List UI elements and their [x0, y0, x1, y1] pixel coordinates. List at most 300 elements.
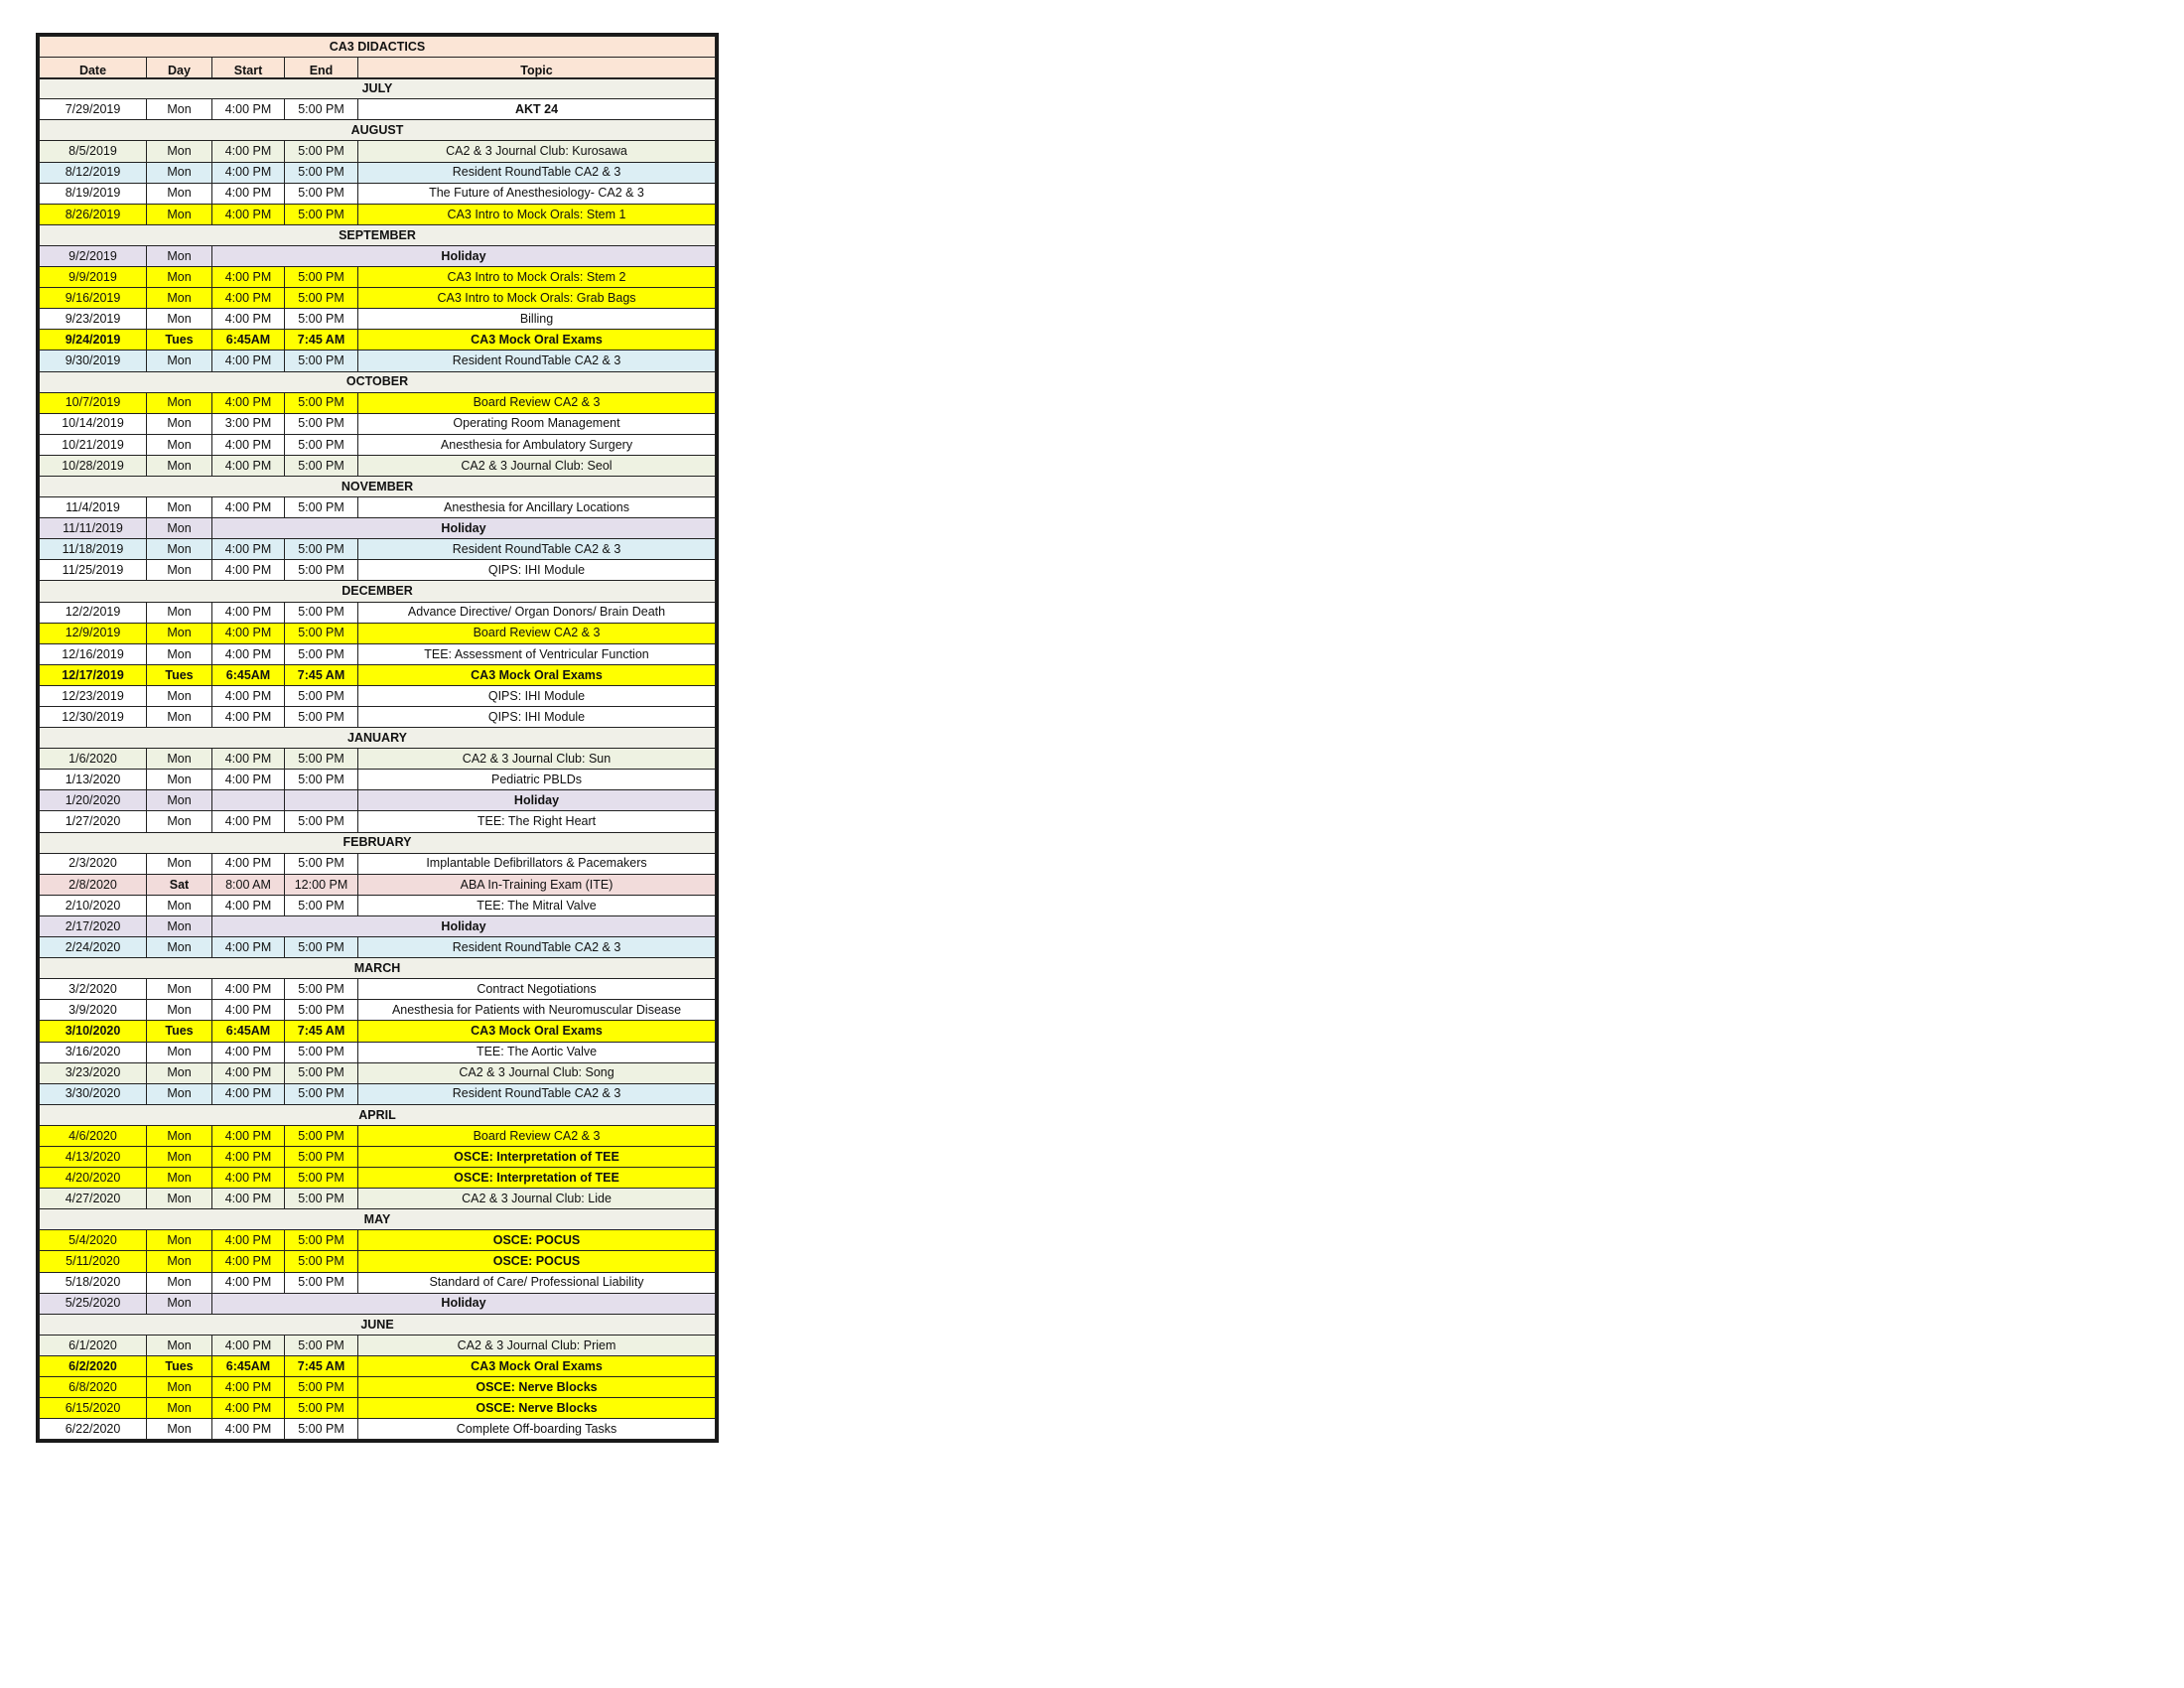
- title-row: [40, 37, 716, 58]
- month-header-row: [40, 1314, 716, 1335]
- day-cell: Mon: [147, 685, 212, 706]
- day-cell: Mon: [147, 1168, 212, 1189]
- schedule-row: [40, 1230, 716, 1251]
- day-cell: Mon: [147, 1146, 212, 1167]
- day-cell: Mon: [147, 602, 212, 623]
- topic-cell: CA2 & 3 Journal Club: Sun: [358, 749, 716, 770]
- topic-cell: TEE: The Mitral Valve: [358, 895, 716, 915]
- end-cell: 5:00 PM: [285, 643, 358, 664]
- end-cell: 5:00 PM: [285, 288, 358, 309]
- date-cell: 10/7/2019: [40, 392, 147, 413]
- date-cell: 10/14/2019: [40, 413, 147, 434]
- schedule-row: [40, 1355, 716, 1376]
- start-cell: 4:00 PM: [212, 1125, 285, 1146]
- month-label: JULY: [40, 78, 716, 99]
- day-cell: Mon: [147, 1125, 212, 1146]
- day-cell: Mon: [147, 853, 212, 874]
- topic-cell: Standard of Care/ Professional Liability: [358, 1272, 716, 1293]
- end-cell: 5:00 PM: [285, 309, 358, 330]
- day-cell: Mon: [147, 455, 212, 476]
- date-cell: 8/26/2019: [40, 204, 147, 224]
- end-cell: 5:00 PM: [285, 895, 358, 915]
- topic-cell: QIPS: IHI Module: [358, 560, 716, 581]
- start-cell: 6:45AM: [212, 330, 285, 351]
- date-cell: 4/13/2020: [40, 1146, 147, 1167]
- sheet-title: CA3 DIDACTICS: [40, 37, 716, 58]
- day-cell: Mon: [147, 351, 212, 371]
- schedule-row: [40, 664, 716, 685]
- column-header-start: Start: [212, 58, 285, 78]
- end-cell: 5:00 PM: [285, 1000, 358, 1021]
- day-cell: Mon: [147, 707, 212, 728]
- start-cell: 4:00 PM: [212, 560, 285, 581]
- end-cell: 5:00 PM: [285, 141, 358, 162]
- date-cell: 4/20/2020: [40, 1168, 147, 1189]
- date-cell: 5/4/2020: [40, 1230, 147, 1251]
- schedule-row: [40, 351, 716, 371]
- day-cell: Tues: [147, 1355, 212, 1376]
- date-cell: 8/19/2019: [40, 183, 147, 204]
- start-cell: 4:00 PM: [212, 1146, 285, 1167]
- day-cell: Mon: [147, 413, 212, 434]
- end-cell: 5:00 PM: [285, 937, 358, 958]
- end-cell: 5:00 PM: [285, 1230, 358, 1251]
- day-cell: Mon: [147, 790, 212, 811]
- topic-cell: Advance Directive/ Organ Donors/ Brain Death: [358, 602, 716, 623]
- month-label: DECEMBER: [40, 581, 716, 602]
- topic-cell: Complete Off-boarding Tasks: [358, 1419, 716, 1440]
- month-label: APRIL: [40, 1104, 716, 1125]
- end-cell: 5:00 PM: [285, 1146, 358, 1167]
- schedule-row: [40, 1251, 716, 1272]
- start-cell: 6:45AM: [212, 1021, 285, 1042]
- holiday-cell: Holiday: [212, 245, 716, 266]
- end-cell: 5:00 PM: [285, 267, 358, 288]
- end-cell: 5:00 PM: [285, 1062, 358, 1083]
- schedule-row: [40, 392, 716, 413]
- end-cell: 5:00 PM: [285, 99, 358, 120]
- schedule-row: [40, 1062, 716, 1083]
- date-cell: 2/3/2020: [40, 853, 147, 874]
- topic-cell: Pediatric PBLDs: [358, 770, 716, 790]
- end-cell: 5:00 PM: [285, 853, 358, 874]
- schedule-row: [40, 1189, 716, 1209]
- start-cell: 4:00 PM: [212, 685, 285, 706]
- start-cell: 6:45AM: [212, 664, 285, 685]
- month-header-row: [40, 1209, 716, 1230]
- date-cell: 5/18/2020: [40, 1272, 147, 1293]
- topic-cell: CA2 & 3 Journal Club: Kurosawa: [358, 141, 716, 162]
- start-cell: 4:00 PM: [212, 162, 285, 183]
- schedule-row: [40, 330, 716, 351]
- start-cell: 4:00 PM: [212, 1251, 285, 1272]
- end-cell: 5:00 PM: [285, 162, 358, 183]
- date-cell: 2/10/2020: [40, 895, 147, 915]
- start-cell: 4:00 PM: [212, 99, 285, 120]
- topic-cell: Resident RoundTable CA2 & 3: [358, 937, 716, 958]
- date-cell: 10/21/2019: [40, 434, 147, 455]
- schedule-row: [40, 141, 716, 162]
- start-cell: 4:00 PM: [212, 770, 285, 790]
- start-cell: 4:00 PM: [212, 623, 285, 643]
- day-cell: Mon: [147, 1251, 212, 1272]
- schedule-row: [40, 1168, 716, 1189]
- start-cell: 4:00 PM: [212, 1062, 285, 1083]
- schedule-row: [40, 853, 716, 874]
- topic-cell: Implantable Defibrillators & Pacemakers: [358, 853, 716, 874]
- start-cell: 4:00 PM: [212, 267, 285, 288]
- end-cell: 5:00 PM: [285, 351, 358, 371]
- month-header-row: [40, 581, 716, 602]
- day-cell: Mon: [147, 539, 212, 560]
- date-cell: 11/18/2019: [40, 539, 147, 560]
- start-cell: 4:00 PM: [212, 895, 285, 915]
- start-cell: 4:00 PM: [212, 309, 285, 330]
- topic-cell: CA3 Mock Oral Exams: [358, 664, 716, 685]
- topic-cell: CA3 Intro to Mock Orals: Stem 2: [358, 267, 716, 288]
- start-cell: 4:00 PM: [212, 937, 285, 958]
- date-cell: 12/9/2019: [40, 623, 147, 643]
- date-cell: 8/12/2019: [40, 162, 147, 183]
- date-cell: 9/16/2019: [40, 288, 147, 309]
- schedule-row: [40, 707, 716, 728]
- start-cell: 4:00 PM: [212, 1419, 285, 1440]
- topic-cell: Resident RoundTable CA2 & 3: [358, 1083, 716, 1104]
- end-cell: 5:00 PM: [285, 979, 358, 1000]
- topic-cell: QIPS: IHI Module: [358, 707, 716, 728]
- topic-cell: Anesthesia for Patients with Neuromuscular Disease: [358, 1000, 716, 1021]
- end-cell: [285, 790, 358, 811]
- schedule-row: [40, 811, 716, 832]
- start-cell: 4:00 PM: [212, 643, 285, 664]
- topic-cell: TEE: The Right Heart: [358, 811, 716, 832]
- month-label: SEPTEMBER: [40, 224, 716, 245]
- start-cell: 4:00 PM: [212, 1398, 285, 1419]
- day-cell: Mon: [147, 183, 212, 204]
- topic-cell: CA2 & 3 Journal Club: Priem: [358, 1335, 716, 1355]
- end-cell: 5:00 PM: [285, 623, 358, 643]
- day-cell: Mon: [147, 1062, 212, 1083]
- schedule-row: [40, 1293, 716, 1314]
- day-cell: Mon: [147, 623, 212, 643]
- schedule-table: [39, 36, 716, 1440]
- start-cell: 4:00 PM: [212, 141, 285, 162]
- end-cell: 7:45 AM: [285, 664, 358, 685]
- schedule-row: [40, 245, 716, 266]
- end-cell: 5:00 PM: [285, 455, 358, 476]
- date-cell: 3/9/2020: [40, 1000, 147, 1021]
- date-cell: 12/30/2019: [40, 707, 147, 728]
- start-cell: 4:00 PM: [212, 351, 285, 371]
- start-cell: 3:00 PM: [212, 413, 285, 434]
- end-cell: 5:00 PM: [285, 204, 358, 224]
- month-label: AUGUST: [40, 120, 716, 141]
- schedule-row: [40, 685, 716, 706]
- day-cell: Mon: [147, 267, 212, 288]
- schedule-row: [40, 1000, 716, 1021]
- day-cell: Mon: [147, 1042, 212, 1062]
- day-cell: Mon: [147, 204, 212, 224]
- date-cell: 4/6/2020: [40, 1125, 147, 1146]
- day-cell: Mon: [147, 162, 212, 183]
- day-cell: Mon: [147, 1335, 212, 1355]
- end-cell: 7:45 AM: [285, 1021, 358, 1042]
- end-cell: 5:00 PM: [285, 602, 358, 623]
- schedule-row: [40, 1335, 716, 1355]
- month-header-row: [40, 832, 716, 853]
- schedule-row: [40, 1042, 716, 1062]
- end-cell: 5:00 PM: [285, 1251, 358, 1272]
- end-cell: 5:00 PM: [285, 1377, 358, 1398]
- end-cell: 5:00 PM: [285, 1125, 358, 1146]
- day-cell: Mon: [147, 1083, 212, 1104]
- schedule-row: [40, 1125, 716, 1146]
- end-cell: 5:00 PM: [285, 392, 358, 413]
- start-cell: 4:00 PM: [212, 539, 285, 560]
- start-cell: 4:00 PM: [212, 811, 285, 832]
- day-cell: Mon: [147, 979, 212, 1000]
- day-cell: Mon: [147, 937, 212, 958]
- end-cell: 5:00 PM: [285, 1398, 358, 1419]
- start-cell: 8:00 AM: [212, 874, 285, 895]
- start-cell: 4:00 PM: [212, 1042, 285, 1062]
- date-cell: 1/13/2020: [40, 770, 147, 790]
- end-cell: 5:00 PM: [285, 1335, 358, 1355]
- start-cell: 4:00 PM: [212, 1230, 285, 1251]
- month-label: FEBRUARY: [40, 832, 716, 853]
- schedule-row: [40, 434, 716, 455]
- date-cell: 11/4/2019: [40, 497, 147, 518]
- date-cell: 10/28/2019: [40, 455, 147, 476]
- month-label: JUNE: [40, 1314, 716, 1335]
- end-cell: 5:00 PM: [285, 770, 358, 790]
- day-cell: Tues: [147, 1021, 212, 1042]
- schedule-row: [40, 560, 716, 581]
- topic-cell: Resident RoundTable CA2 & 3: [358, 539, 716, 560]
- topic-cell: Board Review CA2 & 3: [358, 1125, 716, 1146]
- day-cell: Mon: [147, 643, 212, 664]
- date-cell: 1/27/2020: [40, 811, 147, 832]
- day-cell: Mon: [147, 245, 212, 266]
- date-cell: 9/23/2019: [40, 309, 147, 330]
- day-cell: Mon: [147, 309, 212, 330]
- month-label: MARCH: [40, 958, 716, 979]
- day-cell: Mon: [147, 1189, 212, 1209]
- start-cell: 4:00 PM: [212, 1189, 285, 1209]
- date-cell: 1/20/2020: [40, 790, 147, 811]
- end-cell: 5:00 PM: [285, 413, 358, 434]
- date-cell: 3/2/2020: [40, 979, 147, 1000]
- schedule-row: [40, 309, 716, 330]
- end-cell: 5:00 PM: [285, 497, 358, 518]
- column-header-day: Day: [147, 58, 212, 78]
- topic-cell: The Future of Anesthesiology- CA2 & 3: [358, 183, 716, 204]
- date-cell: 3/10/2020: [40, 1021, 147, 1042]
- schedule-row: [40, 623, 716, 643]
- holiday-cell: Holiday: [212, 915, 716, 936]
- schedule-row: [40, 183, 716, 204]
- date-cell: 9/2/2019: [40, 245, 147, 266]
- column-header-date: Date: [40, 58, 147, 78]
- end-cell: 5:00 PM: [285, 707, 358, 728]
- schedule-row: [40, 518, 716, 539]
- start-cell: 4:00 PM: [212, 1083, 285, 1104]
- didactics-schedule: [36, 33, 719, 1443]
- column-header-topic: Topic: [358, 58, 716, 78]
- end-cell: 5:00 PM: [285, 183, 358, 204]
- day-cell: Mon: [147, 749, 212, 770]
- end-cell: 5:00 PM: [285, 560, 358, 581]
- start-cell: 4:00 PM: [212, 853, 285, 874]
- day-cell: Mon: [147, 1377, 212, 1398]
- month-header-row: [40, 728, 716, 749]
- start-cell: 4:00 PM: [212, 749, 285, 770]
- topic-cell: TEE: Assessment of Ventricular Function: [358, 643, 716, 664]
- topic-cell: CA3 Intro to Mock Orals: Grab Bags: [358, 288, 716, 309]
- schedule-row: [40, 1419, 716, 1440]
- month-label: MAY: [40, 1209, 716, 1230]
- start-cell: 4:00 PM: [212, 979, 285, 1000]
- start-cell: 4:00 PM: [212, 707, 285, 728]
- schedule-row: [40, 267, 716, 288]
- topic-cell: OSCE: POCUS: [358, 1230, 716, 1251]
- day-cell: Mon: [147, 1419, 212, 1440]
- end-cell: 5:00 PM: [285, 749, 358, 770]
- date-cell: 2/24/2020: [40, 937, 147, 958]
- month-label: NOVEMBER: [40, 476, 716, 496]
- topic-cell: CA3 Mock Oral Exams: [358, 1355, 716, 1376]
- topic-cell: Holiday: [358, 790, 716, 811]
- day-cell: Mon: [147, 1000, 212, 1021]
- end-cell: 5:00 PM: [285, 1168, 358, 1189]
- schedule-row: [40, 790, 716, 811]
- end-cell: 7:45 AM: [285, 1355, 358, 1376]
- date-cell: 11/25/2019: [40, 560, 147, 581]
- date-cell: 12/16/2019: [40, 643, 147, 664]
- day-cell: Mon: [147, 811, 212, 832]
- date-cell: 2/17/2020: [40, 915, 147, 936]
- topic-cell: OSCE: Interpretation of TEE: [358, 1146, 716, 1167]
- column-header-end: End: [285, 58, 358, 78]
- month-label: OCTOBER: [40, 371, 716, 392]
- date-cell: 6/8/2020: [40, 1377, 147, 1398]
- end-cell: 12:00 PM: [285, 874, 358, 895]
- end-cell: 5:00 PM: [285, 1042, 358, 1062]
- schedule-row: [40, 1272, 716, 1293]
- day-cell: Mon: [147, 1272, 212, 1293]
- start-cell: [212, 790, 285, 811]
- schedule-row: [40, 539, 716, 560]
- end-cell: 5:00 PM: [285, 1419, 358, 1440]
- header-row: [40, 58, 716, 78]
- date-cell: 12/23/2019: [40, 685, 147, 706]
- start-cell: 4:00 PM: [212, 1377, 285, 1398]
- schedule-row: [40, 937, 716, 958]
- start-cell: 4:00 PM: [212, 1168, 285, 1189]
- schedule-row: [40, 915, 716, 936]
- day-cell: Mon: [147, 99, 212, 120]
- day-cell: Mon: [147, 1398, 212, 1419]
- end-cell: 5:00 PM: [285, 811, 358, 832]
- schedule-row: [40, 1083, 716, 1104]
- schedule-row: [40, 288, 716, 309]
- schedule-row: [40, 895, 716, 915]
- date-cell: 6/22/2020: [40, 1419, 147, 1440]
- start-cell: 4:00 PM: [212, 434, 285, 455]
- topic-cell: OSCE: Interpretation of TEE: [358, 1168, 716, 1189]
- topic-cell: Resident RoundTable CA2 & 3: [358, 162, 716, 183]
- schedule-row: [40, 602, 716, 623]
- topic-cell: AKT 24: [358, 99, 716, 120]
- schedule-row: [40, 874, 716, 895]
- day-cell: Mon: [147, 1230, 212, 1251]
- month-header-row: [40, 371, 716, 392]
- day-cell: Mon: [147, 392, 212, 413]
- schedule-row: [40, 643, 716, 664]
- start-cell: 4:00 PM: [212, 1335, 285, 1355]
- day-cell: Tues: [147, 330, 212, 351]
- month-header-row: [40, 78, 716, 99]
- date-cell: 9/24/2019: [40, 330, 147, 351]
- date-cell: 6/2/2020: [40, 1355, 147, 1376]
- topic-cell: Resident RoundTable CA2 & 3: [358, 351, 716, 371]
- date-cell: 5/25/2020: [40, 1293, 147, 1314]
- start-cell: 4:00 PM: [212, 1272, 285, 1293]
- schedule-row: [40, 1377, 716, 1398]
- month-header-row: [40, 1104, 716, 1125]
- topic-cell: Operating Room Management: [358, 413, 716, 434]
- date-cell: 7/29/2019: [40, 99, 147, 120]
- schedule-row: [40, 1146, 716, 1167]
- end-cell: 5:00 PM: [285, 1083, 358, 1104]
- schedule-row: [40, 1398, 716, 1419]
- day-cell: Mon: [147, 434, 212, 455]
- date-cell: 9/9/2019: [40, 267, 147, 288]
- start-cell: 4:00 PM: [212, 204, 285, 224]
- date-cell: 6/15/2020: [40, 1398, 147, 1419]
- topic-cell: CA2 & 3 Journal Club: Lide: [358, 1189, 716, 1209]
- start-cell: 6:45AM: [212, 1355, 285, 1376]
- day-cell: Mon: [147, 288, 212, 309]
- topic-cell: CA2 & 3 Journal Club: Song: [358, 1062, 716, 1083]
- date-cell: 6/1/2020: [40, 1335, 147, 1355]
- end-cell: 5:00 PM: [285, 685, 358, 706]
- topic-cell: CA3 Mock Oral Exams: [358, 330, 716, 351]
- date-cell: 11/11/2019: [40, 518, 147, 539]
- day-cell: Mon: [147, 1293, 212, 1314]
- month-header-row: [40, 958, 716, 979]
- start-cell: 4:00 PM: [212, 1000, 285, 1021]
- schedule-row: [40, 749, 716, 770]
- start-cell: 4:00 PM: [212, 183, 285, 204]
- date-cell: 12/2/2019: [40, 602, 147, 623]
- end-cell: 7:45 AM: [285, 330, 358, 351]
- topic-cell: Board Review CA2 & 3: [358, 392, 716, 413]
- schedule-row: [40, 204, 716, 224]
- day-cell: Tues: [147, 664, 212, 685]
- topic-cell: CA2 & 3 Journal Club: Seol: [358, 455, 716, 476]
- schedule-row: [40, 497, 716, 518]
- topic-cell: Anesthesia for Ambulatory Surgery: [358, 434, 716, 455]
- topic-cell: TEE: The Aortic Valve: [358, 1042, 716, 1062]
- start-cell: 4:00 PM: [212, 602, 285, 623]
- month-header-row: [40, 120, 716, 141]
- day-cell: Mon: [147, 141, 212, 162]
- day-cell: Mon: [147, 497, 212, 518]
- date-cell: 3/23/2020: [40, 1062, 147, 1083]
- schedule-row: [40, 455, 716, 476]
- end-cell: 5:00 PM: [285, 1189, 358, 1209]
